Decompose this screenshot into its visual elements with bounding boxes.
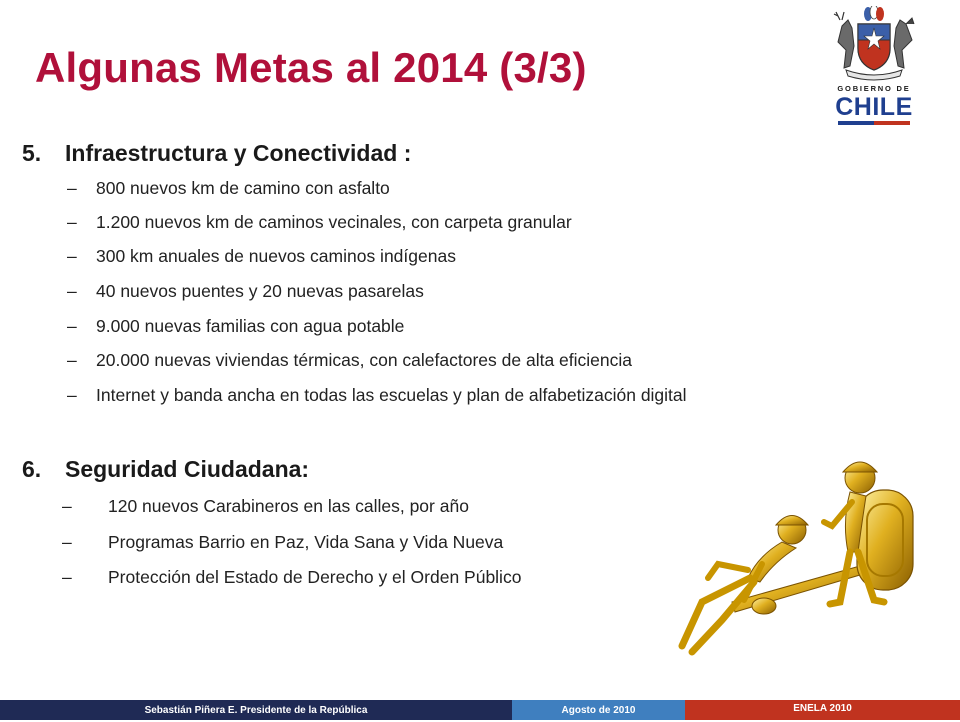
list-item (62, 496, 469, 517)
list-item (67, 246, 456, 267)
footer-date: Agosto de 2010 (512, 700, 685, 720)
section-heading (22, 140, 411, 167)
list-item-text: 800 nuevos km de camino con asfalto (96, 178, 390, 198)
logo-line-2: CHILE (835, 93, 913, 121)
list-item-text: Internet y banda ancha en todas las escuelas y plan de alfabetización digital (96, 385, 687, 405)
list-item (67, 212, 572, 233)
dash: – (67, 385, 77, 405)
slide-title: Algunas Metas al 2014 (3/3) (35, 44, 587, 91)
dash: – (67, 281, 77, 301)
footer-event: ENELA 2010 (685, 700, 960, 720)
list-item (67, 385, 687, 406)
list-item (62, 532, 503, 553)
list-item-text: 120 nuevos Carabineros en las calles, por año (108, 496, 469, 516)
logo-line-1: GOBIERNO DE (837, 84, 911, 93)
section-title: Infraestructura y Conectividad : (65, 140, 412, 166)
list-item-text: Programas Barrio en Paz, Vida Sana y Vida Nueva (108, 532, 504, 552)
list-item (67, 316, 404, 337)
list-item-text: 20.000 nuevas viviendas térmicas, con calefactores de alta eficiencia (96, 350, 632, 370)
dash: – (67, 178, 77, 198)
section-number: 5. (22, 140, 42, 166)
section-title: Seguridad Ciudadana: (65, 456, 310, 482)
list-item (62, 567, 521, 588)
list-item-text: 1.200 nuevos km de caminos vecinales, con carpeta granular (96, 212, 572, 232)
logo-stripe-red (874, 121, 910, 125)
list-item-text: 40 nuevos puentes y 20 nuevas pasarelas (96, 281, 424, 301)
dash: – (67, 316, 77, 336)
dash: – (62, 567, 72, 587)
dash: – (67, 212, 77, 232)
dash: – (67, 350, 77, 370)
footer-bar (0, 700, 960, 720)
list-item (67, 178, 390, 199)
dash: – (62, 496, 72, 516)
list-item (67, 281, 424, 302)
dash: – (62, 532, 72, 552)
list-item-text: 9.000 nuevas familias con agua potable (96, 316, 405, 336)
list-item-text: 300 km anuales de nuevos caminos indígenas (96, 246, 456, 266)
section-heading (22, 456, 309, 483)
list-item (67, 350, 632, 371)
gold-figures-illustration (662, 452, 922, 657)
section-number: 6. (22, 456, 42, 482)
coat-of-arms-icon (820, 6, 928, 84)
logo-stripe-blue (838, 121, 874, 125)
gobierno-de-chile-logo (820, 6, 928, 128)
footer-presenter: Sebastián Piñera E. Presidente de la República (0, 700, 512, 720)
list-item-text: Protección del Estado de Derecho y el Orden Público (108, 567, 522, 587)
dash: – (67, 246, 77, 266)
